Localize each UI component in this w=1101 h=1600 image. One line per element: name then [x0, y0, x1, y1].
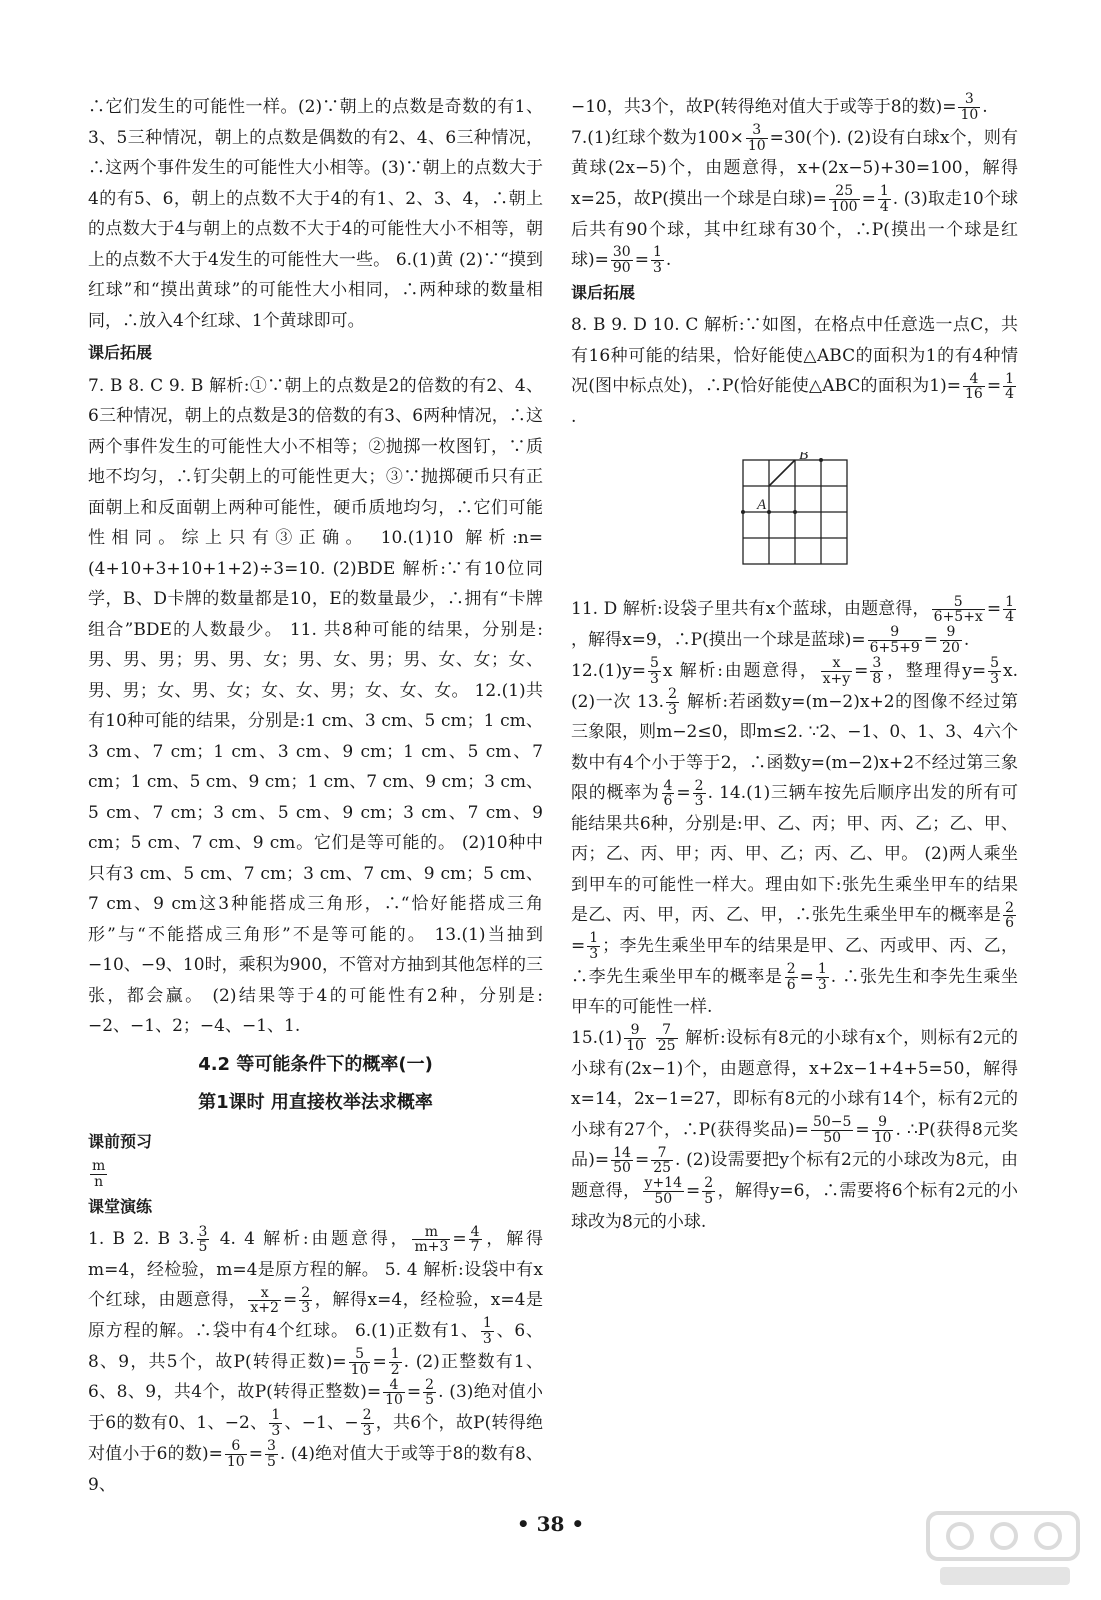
point-c1	[741, 510, 745, 514]
right-q12-14: 12.(1)y= $\frac{5}{3}$ x 解析:由题意得， $\frac{x}{x+y}$ = $\frac{3}{8}$ ，整理得y= $\frac{5}{3}$ x. (2)一次 13. $\frac{2}{3}$ 解析:若函数y=(m−2)x+2的图像不经过第三象限，则m−2≤0，即m≤2. ∵2、−1、0、1、3、4六个数中有4个小于等于2，∴函数y=(m−2)x+2不经过第三象限的概率为 $\frac{4}{6}$ = $\frac{2}{3}$ . 14.(1)三辆车按先后顺序出发的所有可能结果共6种，分别是:甲、乙、丙；甲、丙、乙；乙、甲、丙；乙、丙、甲；丙、甲、乙；丙、乙、甲。 (2)两人乘坐到甲车的可能性一样大。理由如下:张先生乘坐甲车的结果是乙、丙、甲，丙、乙、甲，∴张先生乘坐甲车的概率是 $\frac{2}{6}$ = $\frac{1}{3}$ ；李先生乘坐甲车的结果是甲、乙、丙或甲、丙、乙，∴李先生乘坐甲车的概率是 $\frac{2}{6}$ = $\frac{1}{3}$ . ∴张先生和李先生乘坐甲车的可能性一样.	[571, 655, 1019, 1018]
left-paragraph-1: ∴它们发生的可能性一样。(2)∵朝上的点数是奇数的有1、3、5三种情况，朝上的点数是偶数的有2、4、6三种情况，∴这两个事件发生的可能性大小相等。(3)∵朝上的点数大于4的有5、6，朝上的点数不大于4的有1、2、3、4，∴朝上的点数大于4与朝上的点数不大于4的可能性大小不相等，朝上的点数不大于4发生的可能性大一些。 6.(1)黄 (2)∵“摸到红球”和“摸出黄球”的可能性大小相同，∴两种球的数量相同，∴放入4个红球、1个黄球即可。	[88, 97, 543, 331]
heading-kehou-tuozhan: 课后拓展	[88, 343, 153, 362]
point-c3	[793, 510, 797, 514]
page-number: • 38 •	[516, 1512, 585, 1536]
heading-keqian-yuxi: 课前预习	[88, 1131, 153, 1151]
heading-ketang-yanlian: 课堂演练	[88, 1196, 153, 1216]
grid-figure-svg	[735, 452, 855, 572]
right-q8-10: 8. B 9. D 10. C 解析:∵如图，在格点中任意选一点C，共有16种可能的结果，恰好能使△ABC的面积为1的有4种情况(图中标点处)，∴P(恰好能使△ABC的面积为1)= $\frac{4}{16}$ = $\frac{1}{4}$ .	[571, 315, 1018, 427]
right-q7: 7.(1)红球个数为100× $\frac{3}{10}$ =30(个). (2)设有白球x个，则有黄球(2x−5)个，由题意得，x+(2x−5)+30=100，解得x=25，故P(摸出一个球是白球)= $\frac{25}{100}$ = $\frac{1}{4}$ . (3)取走10个球后共有90个球，其中红球有30个，∴P(摸出一个球是红球)= $\frac{30}{90}$ = $\frac{1}{3}$ .	[571, 122, 1018, 277]
right-q15: 15.(1) $\frac{9}{10}$ $\frac{7}{25}$ 解析:设标有8元的小球有x个，则标有2元的小球有(2x−1)个，由题意得，x+2x−1+4+5=50，解得x=14，2x−1=27，即标有8元的小球有14个，标有2元的小球有27个，∴P(获得奖品)= $\frac{50-5}{50}$ = $\frac{9}{10}$ . ∴P(获得8元奖品)= $\frac{14}{50}$ = $\frac{7}{25}$ . (2)设需要把y个标有2元的小球改为8元，由题意得， $\frac{y+14}{50}$ = $\frac{2}{5}$ ，解得y=6，∴需要将6个标有2元的小球改为8元的小球.	[571, 1022, 1019, 1232]
watermark-logo	[920, 1505, 1090, 1595]
point-c4	[819, 458, 823, 462]
preview-answer	[88, 1159, 543, 1190]
fraction-m-over-n: $\frac{m}{n}$	[92, 1158, 106, 1190]
left-column	[88, 92, 543, 1500]
point-c2	[767, 510, 771, 514]
right-column	[571, 92, 1018, 1237]
heading-kehou-tuozhan-right: 课后拓展	[571, 282, 636, 302]
left-paragraph-2: 7. B 8. C 9. B 解析:①∵朝上的点数是2的倍数的有2、4、6三种情况，朝上的点数是3的倍数的有3、6两种情况，∴这两个事件发生的可能性大小不相等；②抛掷一枚图钉，∵质地不均匀，∴钉尖朝上的可能性更大；③∵抛掷硬币只有正面朝上和反面朝上两种可能性，硬币质地均匀，∴它们可能性相同。综上只有③正确。 10.(1)10 解析:n=(4+10+3+10+1+2)÷3=10. (2)BDE 解析:∵有10位同学，B、D卡牌的数量都是10，E的数量最少，∴拥有“卡牌组合”BDE的人数最少。 11. 共8种可能的结果，分别是:男、男、男；男、男、女；男、女、男；男、女、女；女、男、男；女、男、女；女、女、男；女、女、女。 12.(1)共有10种可能的结果，分别是:1 cm、3 cm、5 cm；1 cm、3 cm、7 cm；1 cm、3 cm、9 cm；1 cm、5 cm、7 cm；1 cm、5 cm、9 cm；1 cm、7 cm、9 cm；3 cm、5 cm、7 cm；3 cm、5 cm、9 cm；3 cm、7 cm、9 cm；5 cm、7 cm、9 cm。它们是等可能的。 (2)10种中只有3 cm、5 cm、7 cm；3 cm、7 cm、9 cm；5 cm、7 cm、9 cm这3种能搭成三角形，∴“恰好能搭成三角形”与“不能搭成三角形”不是等可能的。 13.(1)当抽到−10、−9、10时，乘积为900，不管对方抽到其他怎样的三张，都会赢。 (2)结果等于4的可能性有2种，分别是:−2、−1、2；−4、−1、1.	[88, 375, 544, 1036]
section-title: 4.2 等可能条件下的概率(一)	[198, 1053, 433, 1075]
grid-figure	[735, 452, 855, 572]
classroom-answers: 1. B 2. B 3. $\frac{3}{5}$ 4. 4 解析:由题意得， $\frac{m}{m+3}$ = $\frac{4}{7}$ ，解得m=4，经检验，m=4是原方程的解。 5. 4 解析:设袋中有x个红球，由题意得， $\frac{x}{x+2}$ = $\frac{2}{3}$ ，解得x=4，经检验，x=4是原方程的解。∴袋中有4个红球。 6.(1)正数有1、 $\frac{1}{3}$ 、6、8、9，共5个，故P(转得正数)= $\frac{5}{10}$ = $\frac{1}{2}$ . (2)正整数有1、6、8、9，共4个，故P(转得正整数)= $\frac{4}{10}$ = $\frac{2}{5}$ . (3)绝对值小于6的数有0、1、−2、 $\frac{1}{3}$ 、−1、− $\frac{2}{3}$ ，共6个，故P(转得绝对值小于6的数)= $\frac{6}{10}$ = $\frac{3}{5}$ . (4)绝对值大于或等于8的数有8、9、	[88, 1223, 544, 1495]
label-b: B	[798, 452, 808, 464]
segment-ab	[769, 460, 795, 486]
right-q11: 11. D 解析:设袋子里共有x个蓝球，由题意得， $\frac{5}{6+5+x}$ = $\frac{1}{4}$ ，解得x=9，∴P(摸出一个球是蓝球)= $\frac{9}{6+5+9}$ = $\frac{9}{20}$ .	[571, 593, 1014, 657]
lesson-title: 第1课时 用直接枚举法求概率	[198, 1092, 433, 1113]
label-a: A	[756, 497, 766, 514]
right-q6-continued: −10，共3个，故P(转得绝对值大于或等于8的数)= $\frac{3}{10}$ .	[571, 91, 988, 123]
